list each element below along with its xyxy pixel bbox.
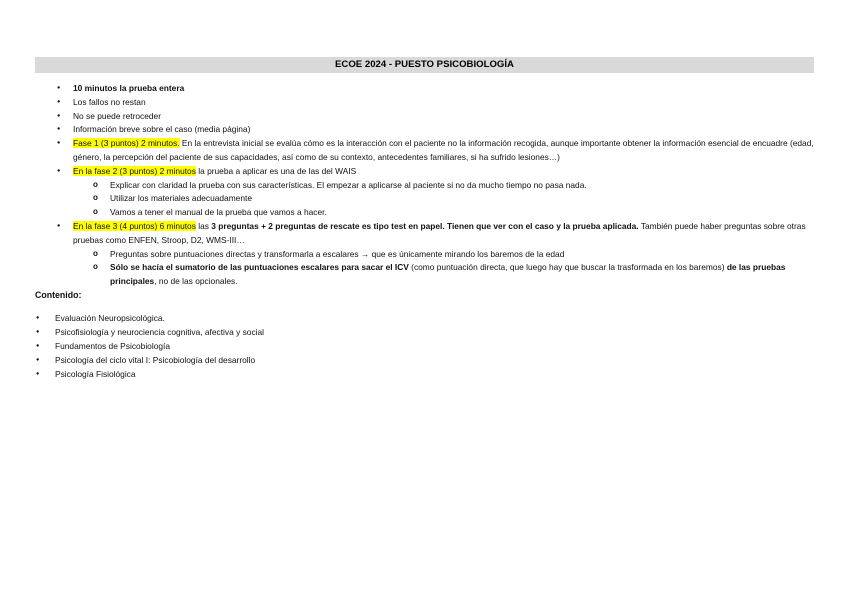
document-title: ECOE 2024 - PUESTO PSICOBIOLOGÍA	[35, 57, 814, 73]
bold-text: Sólo se hacía el sumatorio de las puntuaciones escalares para sacar el ICV	[110, 262, 409, 273]
content-item: ● Psicología Fisiológica	[35, 368, 635, 382]
item-text: 10 minutos la prueba entera	[73, 83, 185, 93]
list-item	[57, 96, 814, 110]
list-item	[57, 137, 814, 165]
contenido-heading: Contenido:	[35, 290, 82, 300]
sub-list-item: o Utilizar los materiales adecuadamente	[93, 192, 814, 206]
list-item	[57, 110, 814, 124]
highlighted-text: En la fase 2 (3 puntos) 2 minutos	[73, 165, 196, 176]
list-item	[57, 165, 814, 220]
content-item: ● Psicofisiología y neurociencia cognitiva, afectiva y social	[35, 326, 635, 340]
exam-info-list	[57, 82, 814, 289]
item-text: las	[195, 220, 212, 231]
sub-list-item: o Explicar con claridad la prueba con sus características. El empezar a aplicarse al paciente si no da mucho tiempo no pasa nada.	[93, 179, 814, 193]
item-text: , no de las opcionales.	[154, 276, 238, 287]
item-text: También puede haber preguntas sobre otras pruebas como ENFEN, Stroop, D2, WMS-III…	[73, 220, 806, 245]
item-text: (como puntuación directa, que luego hay que buscar la trasformada en los baremos)	[408, 262, 727, 273]
bold-text: de las pruebas principales	[110, 262, 786, 287]
content-item: ● Psicología del ciclo vital I: Psicobiología del desarrollo	[35, 354, 635, 368]
item-text: En la entrevista inicial se evalúa cómo es la interacción con el paciente no la información recogida, aunque importante obtener la información esencial de encuadre (edad, género, la percepción del paciente de sus capacidades, así como de su contexto, antecedentes familiares, si ha sufrido lesiones…)	[73, 138, 814, 162]
sub-list	[93, 179, 814, 220]
sub-list-item	[93, 261, 814, 289]
sub-list-item: o Vamos a tener el manual de la prueba que vamos a hacer.	[93, 206, 814, 220]
item-text: Los fallos no restan	[73, 96, 146, 107]
content-list	[35, 312, 635, 382]
highlighted-text: En la fase 3 (4 puntos) 6 minutos	[73, 220, 196, 231]
sub-list	[93, 248, 814, 289]
list-item	[57, 82, 814, 96]
list-item	[57, 220, 814, 289]
sub-list-item: o Preguntas sobre puntuaciones directas y transformarla a escalares → que es únicamente mirando los baremos de la edad	[93, 248, 814, 262]
bold-text: 3 preguntas + 2 preguntas de rescate es tipo test en papel. Tienen que ver con el caso y la prueba aplicada.	[211, 220, 639, 231]
item-text: Información breve sobre el caso (media página)	[73, 124, 251, 135]
highlighted-text: Fase 1 (3 puntos) 2 minutos.	[73, 138, 180, 149]
list-item	[57, 123, 814, 137]
content-item: ● Fundamentos de Psicobiología	[35, 340, 635, 354]
content-item: ● Evaluación Neuropsicológica.	[35, 312, 635, 326]
item-text: No se puede retroceder	[73, 110, 161, 121]
item-text: la prueba a aplicar es una de las del WAIS	[195, 165, 357, 176]
